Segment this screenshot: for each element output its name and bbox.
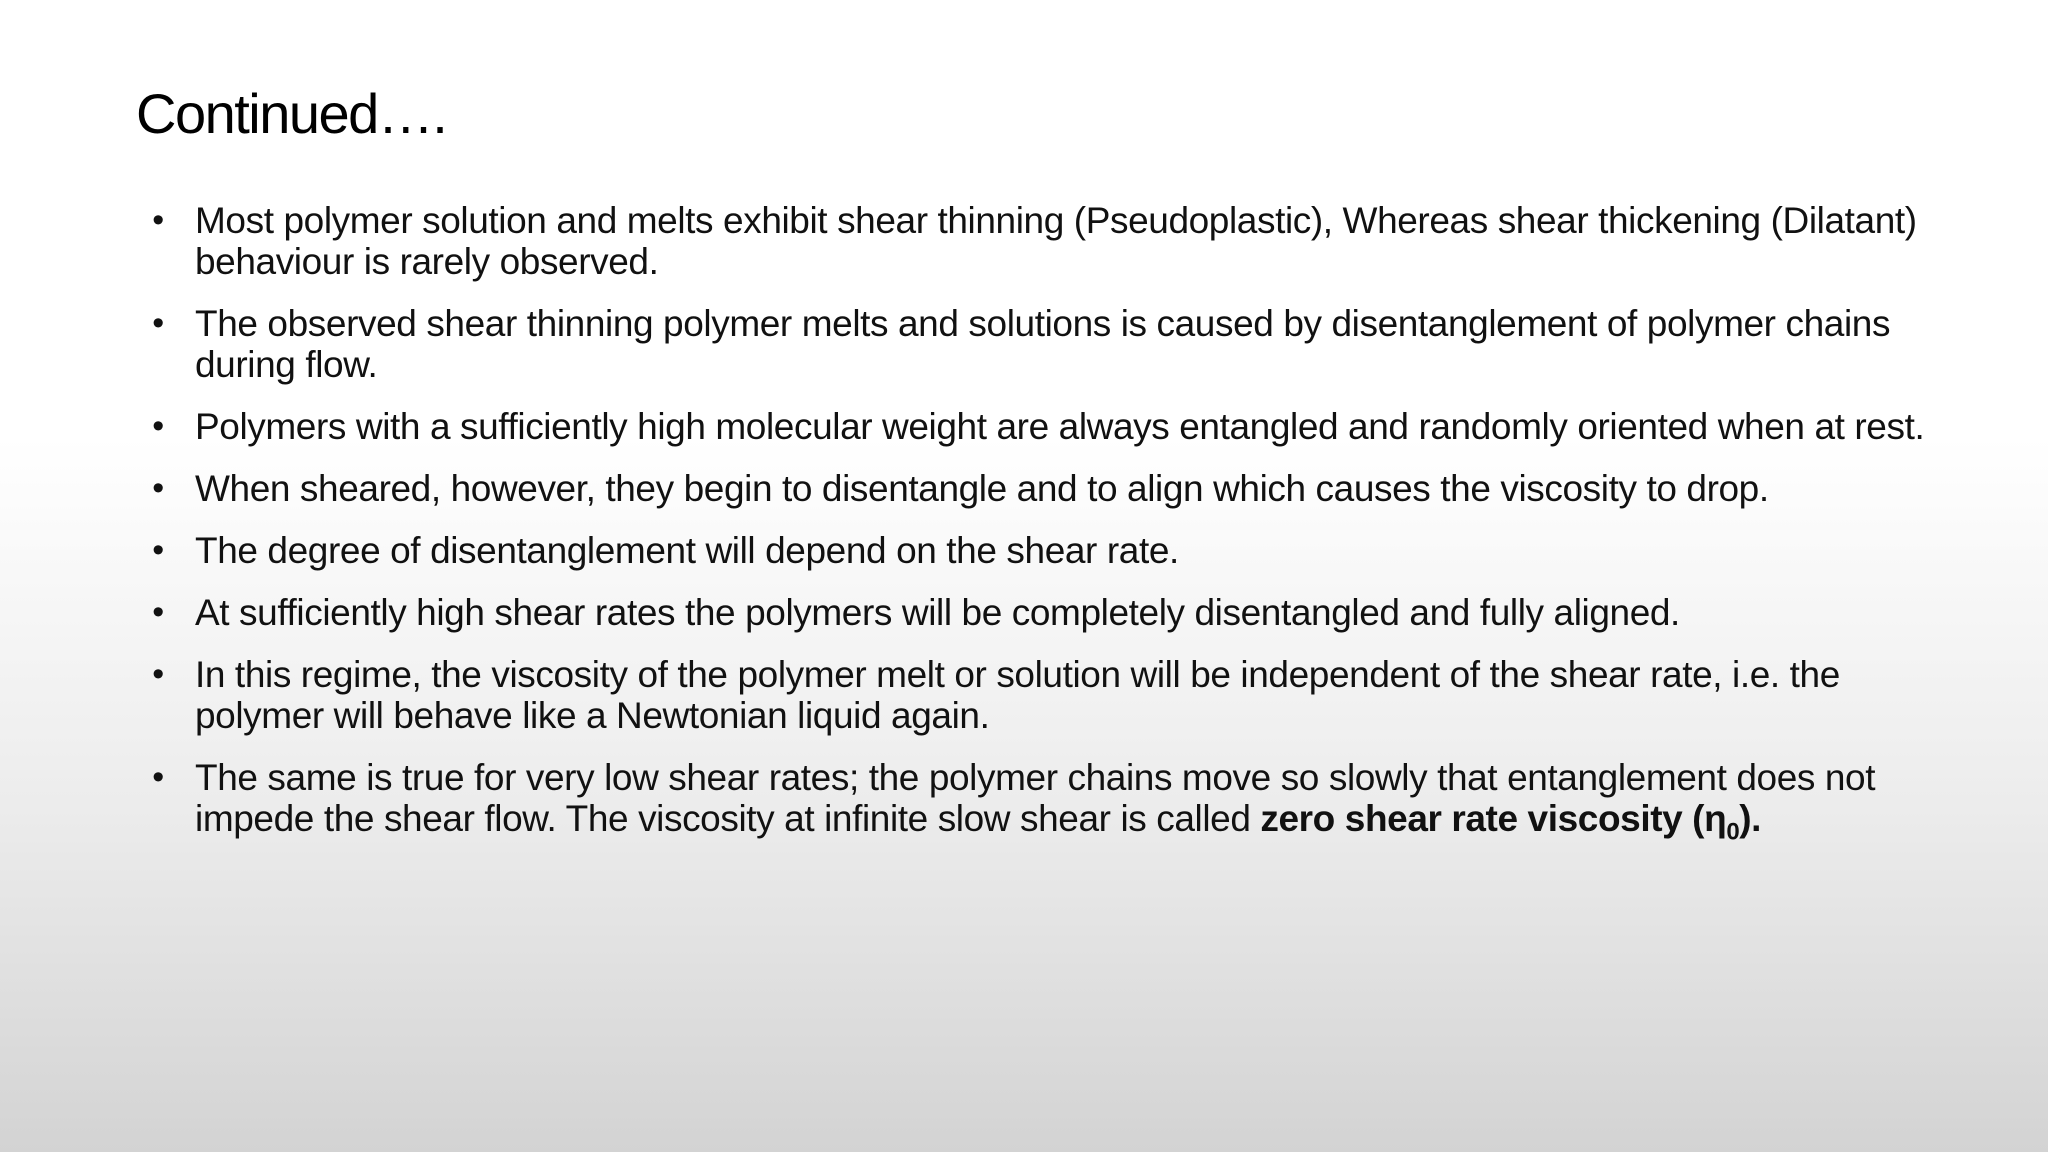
bullet-text: In this regime, the viscosity of the polymer melt or solution will be independent of the shear rate, i.e. the polymer will behave like a Newtonian liquid again. [195,654,1840,736]
bullet-text: The same is true for very low shear rates; the polymer chains move so slowly that entanglement does not impede the shear flow. The viscosity at infinite slow shear is called [195,757,1876,839]
bullet-icon: • [152,531,164,569]
bullet-text: The observed shear thinning polymer melts and solutions is caused by disentanglement of polymer chains during flow. [195,303,1891,385]
bullet-icon: • [152,407,164,445]
bullet-item [148,592,1928,633]
bullet-icon: • [152,304,164,342]
bullet-item [148,468,1928,509]
zero-shear-term [1260,798,1762,846]
bullet-text: At sufficiently high shear rates the polymers will be completely disentangled and fully aligned. [195,592,1680,633]
bullet-icon: • [152,201,164,239]
bullet-item [148,303,1928,385]
bullet-text: When sheared, however, they begin to disentangle and to align which causes the viscosity to drop. [195,468,1769,509]
bullet-item [148,654,1928,736]
bullet-icon: • [152,655,164,693]
bullet-icon: • [152,593,164,631]
bullet-list [148,200,1928,860]
eta-subscript: 0 [1726,818,1740,846]
zero-shear-term-text: zero shear rate viscosity (η [1260,798,1727,839]
bullet-item [148,530,1928,571]
slide-title: Continued…. [136,82,447,145]
bullet-item [148,406,1928,447]
bullet-text: Most polymer solution and melts exhibit shear thinning (Pseudoplastic), Whereas shear thickening (Dilatant) behaviour is rarely observed. [195,200,1917,282]
bullet-icon: • [152,758,164,796]
bullet-text: The degree of disentanglement will depend on the shear rate. [195,530,1179,571]
bullet-item-last [148,757,1928,846]
bullet-item [148,200,1928,282]
bullet-icon: • [152,469,164,507]
bullet-text: Polymers with a sufficiently high molecular weight are always entangled and randomly oriented when at rest. [195,406,1925,447]
zero-shear-term-suffix: ). [1739,798,1762,839]
